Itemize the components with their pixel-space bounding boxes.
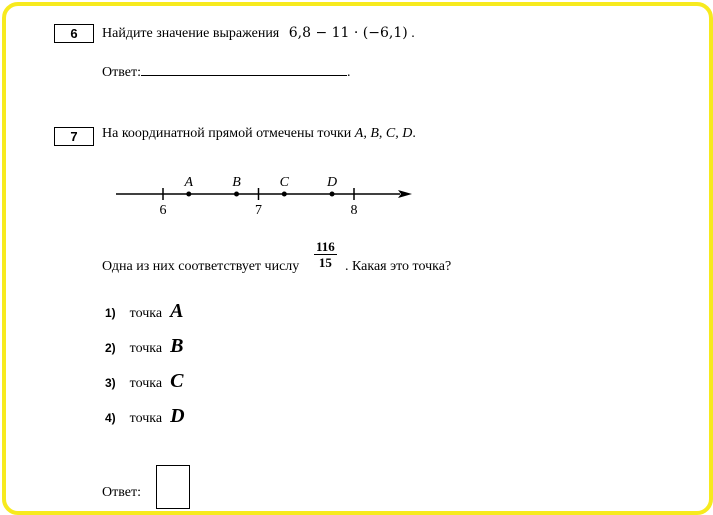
task-7-answer-label: Ответ: <box>102 485 141 500</box>
point-label-d: D <box>326 175 338 190</box>
option-3[interactable] <box>105 370 183 393</box>
tick-label-7: 7 <box>255 203 262 218</box>
option-2-number: 2) <box>105 341 116 355</box>
point-a <box>186 192 191 197</box>
option-3-letter: C <box>170 370 184 392</box>
task-7-prompt-end: . <box>412 126 416 141</box>
task-6-answer-label: Ответ: <box>102 65 141 80</box>
option-4[interactable] <box>105 405 185 428</box>
fraction-116-15 <box>314 239 337 271</box>
number-line-arrow <box>398 190 412 198</box>
option-4-letter: D <box>170 405 185 427</box>
option-1-letter: A <box>170 300 184 322</box>
task-7-question-start: Одна из них соответствует числу <box>102 259 300 274</box>
option-1-word: точка <box>129 306 163 321</box>
task-7-number: 7 <box>70 129 78 144</box>
point-d <box>330 192 335 197</box>
task-6-number: 6 <box>70 26 78 41</box>
task-6-answer-period: . <box>346 65 351 80</box>
option-1-number: 1) <box>105 306 116 320</box>
option-1[interactable] <box>105 300 183 323</box>
point-b <box>234 192 239 197</box>
task-7-prompt: На координатной прямой отмечены точки <box>102 126 352 141</box>
option-2[interactable] <box>105 335 183 358</box>
task-7-answer-box[interactable] <box>156 465 190 509</box>
tick-label-8: 8 <box>350 203 358 218</box>
task-6-prompt: Найдите значение выражения <box>102 26 280 41</box>
point-label-b: B <box>232 175 241 190</box>
option-2-word: точка <box>129 341 163 356</box>
option-4-word: точка <box>129 411 163 426</box>
point-label-c: C <box>279 175 289 190</box>
point-label-a: A <box>184 175 194 190</box>
option-3-number: 3) <box>105 376 116 390</box>
fraction-numerator: 116 <box>316 239 335 254</box>
option-3-word: точка <box>129 376 163 391</box>
task-6-period: . <box>411 26 415 41</box>
point-c <box>282 192 287 197</box>
option-4-number: 4) <box>105 411 116 425</box>
task-7-question-line <box>102 259 299 275</box>
task-6-expression: 6,8 − 11 · (−6,1) <box>288 25 408 41</box>
number-line <box>0 0 713 240</box>
fraction-denominator: 15 <box>318 255 332 270</box>
tick-label-6: 6 <box>159 203 167 218</box>
option-2-letter: B <box>170 335 184 357</box>
task-7-points-text: A, B, C, D <box>354 126 413 141</box>
task-7-question-end: . Какая это точка? <box>345 259 452 274</box>
